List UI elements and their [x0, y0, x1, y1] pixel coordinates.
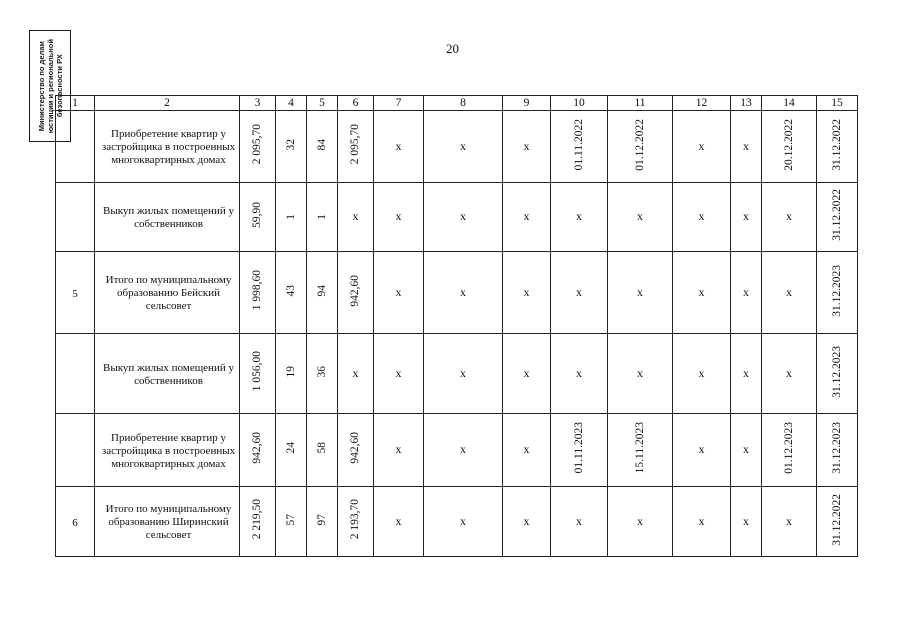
table-cell — [817, 111, 858, 183]
not-applicable-mark: x — [523, 365, 530, 380]
table-cell — [307, 252, 338, 334]
table-row — [56, 414, 858, 487]
table-cell — [56, 414, 95, 487]
rotated-value: 31.12.2023 — [830, 264, 843, 317]
table-cell — [731, 111, 762, 183]
rotated-value: 942,60 — [349, 432, 361, 464]
column-header-10: 10 — [551, 96, 608, 111]
table-row — [56, 487, 858, 557]
not-applicable-mark: x — [460, 365, 466, 380]
not-applicable-mark: x — [698, 209, 705, 223]
table-cell — [276, 111, 307, 183]
table-cell — [338, 111, 374, 183]
table-cell — [424, 183, 503, 252]
table-cell — [307, 334, 338, 414]
stamp-line: юстиции и региональной — [45, 38, 55, 134]
table-cell — [762, 183, 817, 252]
row-description: Приобретение квартир у застройщика в построенных многоквартирных домах — [95, 111, 240, 183]
not-applicable-mark: x — [637, 209, 643, 223]
table-row — [56, 111, 858, 183]
column-header-7: 7 — [374, 96, 424, 111]
rotated-value: 57 — [284, 513, 297, 526]
rotated-value: 31.12.2023 — [830, 422, 843, 474]
table-cell — [338, 252, 374, 334]
table-cell — [424, 111, 503, 183]
rotated-value: 15.11.2023 — [633, 422, 646, 474]
rotated-value: 31.12.2023 — [830, 345, 843, 398]
table-cell — [56, 111, 95, 183]
row-description: Итого по муниципальному образованию Бейский сельсовет — [95, 252, 240, 334]
column-header-11: 11 — [608, 96, 673, 111]
not-applicable-mark: x — [786, 365, 792, 380]
table-cell — [338, 183, 374, 252]
stamp-line: безопасности РХ — [54, 54, 64, 118]
rotated-value: 31.12.2022 — [830, 118, 843, 171]
not-applicable-mark: x — [743, 209, 749, 223]
not-applicable-mark: x — [698, 284, 705, 299]
table-cell — [424, 252, 503, 334]
not-applicable-mark: x — [460, 284, 466, 299]
not-applicable-mark: x — [698, 365, 705, 380]
table-cell — [240, 111, 276, 183]
rotated-value: 1 998,60 — [251, 270, 263, 311]
table-cell — [424, 487, 503, 557]
not-applicable-mark: x — [698, 138, 705, 153]
table-cell — [374, 252, 424, 334]
rotated-value: 36 — [315, 365, 328, 378]
column-header-6: 6 — [338, 96, 374, 111]
not-applicable-mark: x — [460, 513, 466, 528]
table-cell — [276, 414, 307, 487]
row-number: 5 — [72, 287, 78, 300]
not-applicable-mark: x — [698, 442, 705, 456]
table-cell — [307, 414, 338, 487]
table-cell — [608, 111, 673, 183]
row-description: Выкуп жилых помещений у собственников — [95, 183, 240, 252]
table-cell — [240, 414, 276, 487]
column-header-5: 5 — [307, 96, 338, 111]
table-cell — [673, 252, 731, 334]
rotated-value: 32 — [284, 138, 297, 151]
table-cell — [307, 487, 338, 557]
rotated-value: 84 — [315, 138, 328, 151]
table-cell — [240, 252, 276, 334]
table-cell — [762, 111, 817, 183]
not-applicable-mark: x — [460, 209, 466, 223]
table-cell — [503, 414, 551, 487]
table-row — [56, 183, 858, 252]
rotated-value: 942,60 — [349, 274, 361, 307]
table-cell — [551, 487, 608, 557]
column-header-4: 4 — [276, 96, 307, 111]
table-cell — [276, 183, 307, 252]
table-cell — [374, 111, 424, 183]
not-applicable-mark: x — [786, 284, 792, 299]
rotated-value: 2 095,70 — [251, 124, 263, 165]
not-applicable-mark: x — [395, 209, 402, 223]
not-applicable-mark: x — [395, 442, 402, 456]
table-cell — [276, 487, 307, 557]
table-cell — [608, 183, 673, 252]
table-cell — [673, 334, 731, 414]
table-cell — [551, 111, 608, 183]
table-cell — [673, 414, 731, 487]
rotated-value: 2 193,70 — [349, 499, 361, 540]
table-cell — [338, 414, 374, 487]
not-applicable-mark: x — [576, 209, 582, 223]
rotated-value: 31.12.2022 — [830, 493, 843, 546]
column-header-12: 12 — [673, 96, 731, 111]
rotated-value: 31.12.2022 — [830, 189, 843, 241]
rotated-value: 942,60 — [251, 432, 263, 464]
table-cell — [374, 414, 424, 487]
not-applicable-mark: x — [786, 513, 792, 528]
column-header-15: 15 — [817, 96, 858, 111]
table-cell — [240, 183, 276, 252]
table-cell — [503, 183, 551, 252]
table-cell — [551, 334, 608, 414]
table-cell — [762, 414, 817, 487]
table-cell — [608, 414, 673, 487]
column-header-3: 3 — [240, 96, 276, 111]
not-applicable-mark: x — [352, 209, 359, 223]
table-cell — [608, 487, 673, 557]
table-cell — [503, 252, 551, 334]
rotated-value: 24 — [284, 442, 297, 454]
rotated-value: 01.11.2023 — [572, 422, 585, 474]
rotated-value: 1 — [315, 213, 328, 220]
not-applicable-mark: x — [460, 138, 466, 153]
rotated-value: 94 — [315, 284, 328, 297]
table-cell — [551, 414, 608, 487]
not-applicable-mark: x — [395, 138, 402, 153]
table-cell — [240, 487, 276, 557]
table-cell — [56, 487, 95, 557]
not-applicable-mark: x — [395, 513, 402, 528]
table-cell — [374, 183, 424, 252]
not-applicable-mark: x — [460, 442, 466, 456]
rotated-value: 59,90 — [251, 202, 263, 228]
table-cell — [731, 252, 762, 334]
not-applicable-mark: x — [698, 513, 705, 528]
not-applicable-mark: x — [637, 284, 643, 299]
row-description: Приобретение квартир у застройщика в построенных многоквартирных домах — [95, 414, 240, 487]
not-applicable-mark: x — [576, 284, 582, 299]
row-description: Выкуп жилых помещений у собственников — [95, 334, 240, 414]
rotated-value: 1 056,00 — [251, 351, 263, 392]
not-applicable-mark: x — [786, 209, 792, 223]
table-cell — [608, 252, 673, 334]
not-applicable-mark: x — [743, 138, 749, 153]
table-cell — [56, 252, 95, 334]
column-header-8: 8 — [424, 96, 503, 111]
table-cell — [307, 111, 338, 183]
table-cell — [374, 487, 424, 557]
resettlement-table — [55, 95, 858, 557]
column-header-13: 13 — [731, 96, 762, 111]
table-cell — [338, 487, 374, 557]
table-cell — [56, 183, 95, 252]
header-row — [56, 96, 858, 111]
rotated-value: 97 — [315, 513, 328, 526]
table-row — [56, 334, 858, 414]
column-header-9: 9 — [503, 96, 551, 111]
rotated-value: 1 — [284, 213, 297, 220]
table-cell — [731, 487, 762, 557]
table-cell — [673, 183, 731, 252]
rotated-value: 01.11.2022 — [572, 118, 585, 171]
table-cell — [424, 334, 503, 414]
table-cell — [673, 111, 731, 183]
table-cell — [731, 334, 762, 414]
table-cell — [551, 183, 608, 252]
table-cell — [817, 487, 858, 557]
rotated-value: 19 — [284, 365, 297, 378]
not-applicable-mark: x — [743, 365, 749, 380]
table-cell — [338, 334, 374, 414]
rotated-value: 43 — [284, 284, 297, 297]
not-applicable-mark: x — [743, 442, 749, 456]
table-cell — [817, 414, 858, 487]
table-cell — [551, 252, 608, 334]
not-applicable-mark: x — [576, 365, 582, 380]
table-cell — [503, 334, 551, 414]
table-cell — [276, 334, 307, 414]
not-applicable-mark: x — [395, 365, 402, 380]
not-applicable-mark: x — [523, 513, 530, 528]
not-applicable-mark: x — [637, 365, 643, 380]
table-cell — [731, 183, 762, 252]
not-applicable-mark: x — [352, 365, 359, 380]
table-cell — [762, 334, 817, 414]
table-cell — [817, 183, 858, 252]
table-cell — [307, 183, 338, 252]
column-header-1: 1 — [56, 96, 95, 111]
table-cell — [762, 487, 817, 557]
row-description: Итого по муниципальному образованию Ширинский сельсовет — [95, 487, 240, 557]
rotated-value: 2 095,70 — [349, 124, 361, 165]
table-cell — [374, 334, 424, 414]
column-header-2: 2 — [95, 96, 240, 111]
not-applicable-mark: x — [395, 284, 402, 299]
rotated-value: 01.12.2022 — [633, 118, 646, 171]
table-cell — [762, 252, 817, 334]
table-cell — [608, 334, 673, 414]
table-cell — [817, 252, 858, 334]
table-row — [56, 252, 858, 334]
not-applicable-mark: x — [523, 138, 530, 153]
page-number: 20 — [446, 41, 459, 56]
table-cell — [673, 487, 731, 557]
not-applicable-mark: x — [637, 513, 643, 528]
table-cell — [817, 334, 858, 414]
rotated-value: 58 — [315, 442, 328, 454]
column-header-14: 14 — [762, 96, 817, 111]
row-number: 6 — [72, 516, 78, 529]
stamp-line: Министерство по делам — [36, 40, 46, 132]
rotated-value: 01.12.2023 — [782, 422, 795, 474]
table-cell — [240, 334, 276, 414]
rotated-value: 2 219,50 — [251, 499, 263, 540]
table-cell — [56, 334, 95, 414]
table-cell — [276, 252, 307, 334]
not-applicable-mark: x — [743, 284, 749, 299]
not-applicable-mark: x — [743, 513, 749, 528]
not-applicable-mark: x — [523, 209, 530, 223]
table-cell — [731, 414, 762, 487]
not-applicable-mark: x — [523, 284, 530, 299]
table-cell — [503, 111, 551, 183]
rotated-value: 20.12.2022 — [782, 118, 795, 171]
table-cell — [424, 414, 503, 487]
table-cell — [503, 487, 551, 557]
not-applicable-mark: x — [523, 442, 530, 456]
not-applicable-mark: x — [576, 513, 582, 528]
